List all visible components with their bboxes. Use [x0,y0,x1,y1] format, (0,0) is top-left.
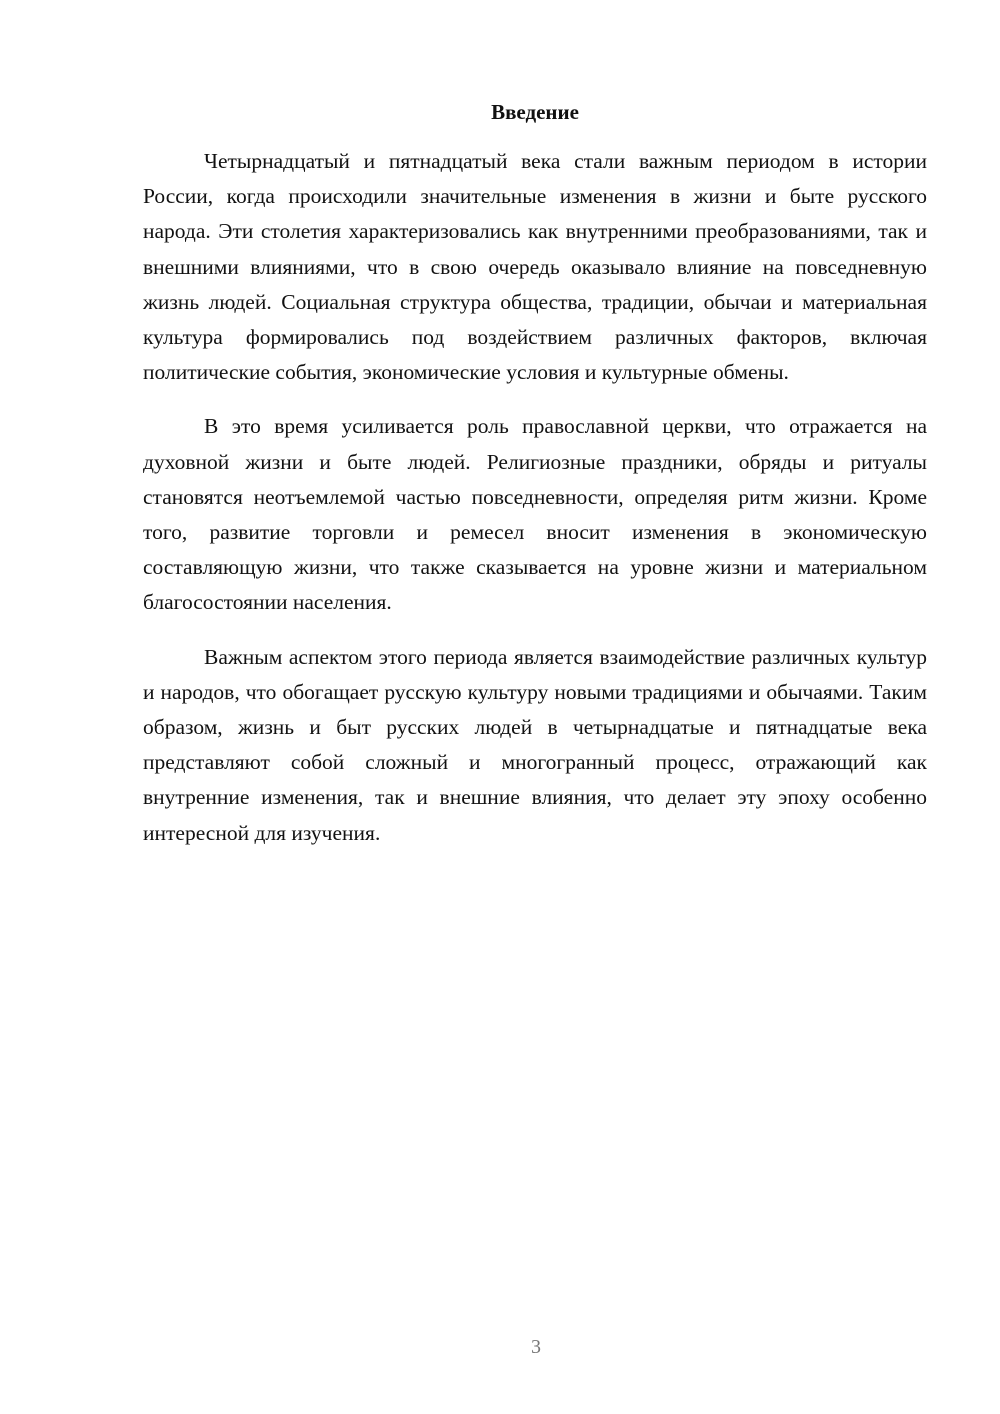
paragraph-1: Четырнадцатый и пятнадцатый века стали важным периодом в истории России, когда происходили значительные изменения в жизни и быте русского народа. Эти столетия характеризовались как внутренними преобразованиями, так и внешними влияниями, что в свою очередь оказывало влияние на повседневную жизнь людей. Социальная структура общества, традиции, обычаи и материальная культура формировались под воздействием различных факторов, включая политические события, экономические условия и культурные обмены. [143,149,927,385]
paragraph-3: Важным аспектом этого периода является взаимодействие различных культур и народов, что обогащает русскую культуру новыми традициями и обычаями. Таким образом, жизнь и быт русских людей в четырнадцатые и пятнадцатые века представляют собой сложный и многогранный процесс, отражающий как внутренние изменения, так и внешние влияния, что делает эту эпоху особенно интересной для изучения. [143,644,927,845]
section-title: Введение [491,100,579,124]
page-number: 3 [531,1336,541,1358]
body-text [143,144,927,870]
paragraph-2: В это время усиливается роль православной церкви, что отражается на духовной жизни и быте людей. Религиозные праздники, обряды и ритуалы становятся неотъемлемой частью повседневности, определяя ритм жизни. Кроме того, развитие торговли и ремесел вносит изменения в экономическую составляющую жизни, что также сказывается на уровне жизни и материальном благосостоянии населения. [143,414,927,615]
